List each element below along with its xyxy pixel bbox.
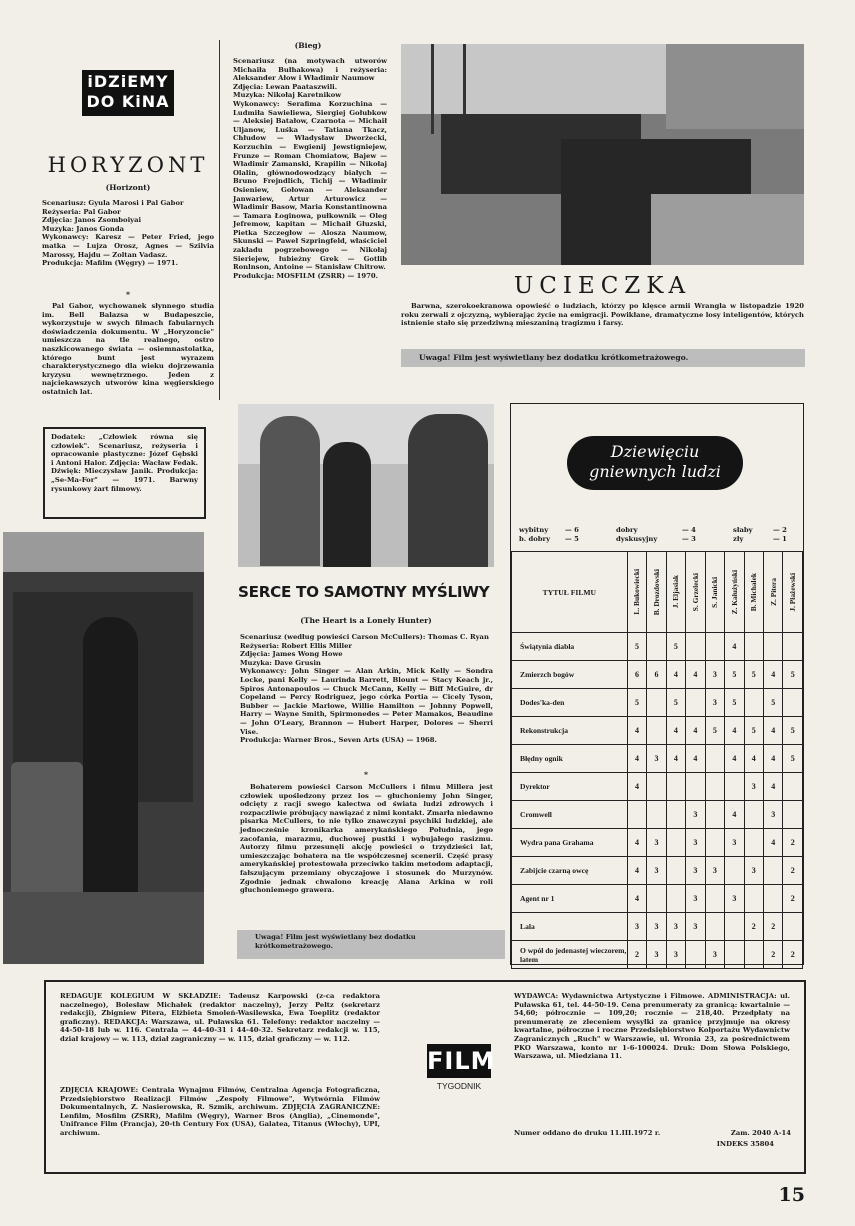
bieg-original-title: (Bieg) <box>294 41 322 50</box>
score-cell <box>764 857 783 885</box>
film-title-cell: Świątynia diabła <box>512 633 628 661</box>
legend-label: dobry <box>616 526 638 534</box>
ucieczka-body: Barwna, szerokoekranowa opowieść o ludziach, którzy po klęsce armii Wrangla w listopadzie 1920 roku zerwali z ojczyzną, wybierając życie na emigracji. Powikłane, dramatyczne losy inteligentów, których istnienie stało się przedziwną mieszaniną tragizmu i farsy. <box>401 302 804 328</box>
score-cell: 3 <box>686 913 705 941</box>
film-logo-mark: FILM <box>427 1044 491 1078</box>
table-row <box>512 661 803 689</box>
footer-issue-date: Numer oddano do druku 11.III.1972 r. <box>514 1129 661 1137</box>
score-cell <box>744 689 763 717</box>
score-cell: 5 <box>764 689 783 717</box>
footer-editorial: REDAGUJE KOLEGIUM W SKŁADZIE: Tadeusz Karpowski (z-ca redaktora naczelnego), Bolesław Michałek (redaktor naczelny), Jerzy Peltz (sekretarz redakcji), Zbigniew Pitera, Elżbieta Smoleń-Wasilewska, Ewa Toeplitz (redaktor graficzny). REDAKCJA: Warszawa, ul. Puławska 61. Telefony: redaktor naczelny — 44-50-18 lub w. 116. Centrala — 44-40-31 i 44-40-32. Sekretarz redakcji w. 115, dział krajowy — w. 113, dział zagraniczny — w. 115, dział graficzny — w. 112. <box>60 992 380 1043</box>
score-cell <box>627 801 646 829</box>
film-title-cell: Zabijcie czarną owcę <box>512 857 628 885</box>
score-cell: 4 <box>764 773 783 801</box>
critic-header <box>705 552 724 633</box>
score-cell: 2 <box>744 913 763 941</box>
score-cell: 4 <box>764 829 783 857</box>
score-cell: 4 <box>764 745 783 773</box>
film-title-cell: Lala <box>512 913 628 941</box>
table-row <box>512 773 803 801</box>
score-cell <box>647 689 666 717</box>
score-cell <box>744 885 763 913</box>
score-cell <box>705 885 724 913</box>
score-cell: 3 <box>705 941 724 969</box>
critic-header <box>725 552 744 633</box>
ucieczka-title: UCIECZKA <box>513 273 692 299</box>
horyzont-addon-text: Dodatek: „Człowiek równa się człowiek". Scenariusz, reżyseria i opracowanie plastyczne: Józef Gębski i Antoni Halor. Zdjęcia: Wacław Fedak. Dźwięk: Mieczysław Janik. Produkcja: „Se-Ma-For" — 1971. Barwny rysunkowy żart filmowy. <box>51 433 198 493</box>
legend-value: — 3 <box>682 535 696 543</box>
score-cell: 4 <box>627 829 646 857</box>
film-title-cell: Agent nr 1 <box>512 885 628 913</box>
legend-label: b. dobry <box>519 535 551 543</box>
ratings-panel <box>510 403 804 965</box>
score-cell <box>783 633 803 661</box>
score-cell <box>705 745 724 773</box>
film-title-cell: Rekonstrukcja <box>512 717 628 745</box>
score-cell: 3 <box>686 801 705 829</box>
section-logo <box>82 70 174 116</box>
score-cell: 5 <box>744 661 763 689</box>
score-cell: 4 <box>686 745 705 773</box>
score-cell: 5 <box>744 717 763 745</box>
legend-value: — 6 <box>565 526 579 534</box>
score-cell <box>725 857 744 885</box>
score-cell: 3 <box>647 745 666 773</box>
serce-notice <box>237 930 505 959</box>
bieg-credits: Scenariusz (na motywach utworów Michaiła Bułhakowa) i reżyseria: Aleksander Ałow i Władimir Naumow Zdjęcia: Lewan Paataszwili. Muzyka: Nikołaj Karetnikow Wykonawcy: Serafima Korzuchina — Ludmiła Sawieliewa, Siergiej Gołubkow — Aleksiej Batałow, Czarnota — Michaił Uljanow, Luśka — Tatiana Tkacz, Chłudow — Władysław Dworżecki, Korzuchin — Ewgienij Jewstigniejew, Frunze — Roman Chomiatow, Bajew — Władimir Zamanski, Krapilin — Nikołaj Olalin, głównodowodzący białych — Bruno Frejndlich, Tichij — Władimir Osieniew, Gołowan — Aleksander Janwariew, Artur Arturowicz — Władimir Basow, Maria Konstantinowna — Tamara Łoginowa, pułkownik — Oleg Jefremow, kapitan — Michaił Głuzski, Pietka Szczegłow — Alosza Naumow, Skunski — Paweł Szpringfeld, właściciel zakładu pogrzebowego — Nikołaj Sieriejew, łubieżny Grek — Gotlib Ronlnson, Antoine — Stanisław Chitrow. Produkcja: MOSFILM (ZSRR) — 1970. <box>233 57 387 280</box>
critic-name: B. Michalek <box>749 572 759 612</box>
score-cell: 4 <box>725 801 744 829</box>
legend-label: dyskusyjny <box>616 535 658 543</box>
table-row <box>512 717 803 745</box>
critic-header <box>764 552 783 633</box>
score-cell <box>744 829 763 857</box>
horyzont-addon-box <box>43 427 206 519</box>
serce-notice-text: Uwaga! Film jest wyświetlany bez dodatku krótkometrażowego. <box>255 933 416 950</box>
horyzont-title: HORYZONT <box>47 153 209 177</box>
critic-header <box>647 552 666 633</box>
table-row <box>512 885 803 913</box>
score-cell <box>744 801 763 829</box>
score-cell <box>647 885 666 913</box>
score-cell: 3 <box>666 913 685 941</box>
legend-label: słaby <box>733 526 753 534</box>
serce-credits: Scenariusz (według powieści Carson McCullers): Thomas C. Ryan Reżyseria: Robert Ellis Miller Zdjęcia: James Wong Howe Muzyka: Dave Grusin Wykonawcy: John Singer — Alan Arkin, Mick Kelly — Sondra Locke, pani Kelly — Laurinda Barrett, Blount — Stacy Keach jr., Spiros Antonapoulos — Chuck McCann, Kelly — Biff McGuire, dr Copeland — Percy Rodriguez, jego córka Portia — Cicely Tyson, Bubber — Jackie Marlowe, Willie Hamilton — Johnny Popwell, Harry — Wayne Smith, Spirmonedes — Peter Mamakos, Beaudine — John O'Leary, Brannon — Hubert Harper, Dolores — Sherri Vise. Produkcja: Warner Bros., Seven Arts (USA) — 1968. <box>240 633 493 745</box>
footer-photo-credits: ZDJĘCIA KRAJOWE: Centrala Wynajmu Filmów, Centralna Agencja Fotograficzna, Przedsiębiorstwo Realizacji Filmów „Zespoły Filmowe", Wytwórnia Filmów Dokumentalnych, Z. Nasierowska, R. Szmik, archiwum. ZDJĘCIA ZAGRANICZNE: Lenfilm, Mosfilm (ZSRR), Mafilm (Węgry), Warner Bros (Anglia), „Cinemonde", Unifrance Film (Francja), 20-th Century Fox (USA), Galatea, Titanus (Włochy), UPI, archiwum. <box>60 1086 380 1137</box>
legend-label: wybitny <box>519 526 549 534</box>
score-cell: 4 <box>666 661 685 689</box>
score-cell <box>783 801 803 829</box>
score-cell: 2 <box>783 857 803 885</box>
score-cell: 5 <box>666 689 685 717</box>
film-title-cell: O wpół do jedenastej wieczorem, latem <box>512 941 628 969</box>
horyzont-star: * <box>126 290 130 299</box>
score-cell <box>764 885 783 913</box>
serce-title: SERCE TO SAMOTNY MYŚLIWY <box>238 583 490 601</box>
score-cell: 3 <box>647 829 666 857</box>
score-cell <box>783 689 803 717</box>
logo-line-1: iDZiEMY <box>87 72 169 91</box>
score-cell: 4 <box>627 717 646 745</box>
column-rule <box>219 40 220 400</box>
score-cell: 4 <box>686 661 705 689</box>
score-cell: 4 <box>744 745 763 773</box>
score-cell: 2 <box>764 913 783 941</box>
score-cell: 4 <box>666 717 685 745</box>
critic-name: S. Grzelecki <box>690 572 700 612</box>
score-cell: 5 <box>627 633 646 661</box>
table-row <box>512 745 803 773</box>
horyzont-body: Pal Gabor, wychowanek słynnego studia im. Bell Balazsa w Budapeszcie, wykorzystuje w swych filmach fabularnych doświadczenia dokumentu. W „Horyzoncie" umieszcza na tle realnego, ostro naszkicowanego świata — osiemnastolatka, którego bunt jest wyrazem charakterystycznego dla wieku dojrzewania kryzysu wewnętrznego. Jeden z najciekawszych utworów kina węgierskiego ostatnich lat. <box>42 302 214 396</box>
score-cell <box>647 717 666 745</box>
ratings-title-badge <box>567 436 743 490</box>
score-cell: 4 <box>725 745 744 773</box>
score-cell <box>647 801 666 829</box>
score-cell: 4 <box>627 773 646 801</box>
title-column-header: TYTUŁ FILMU <box>512 552 628 633</box>
serce-original-title: (The Heart is a Lonely Hunter) <box>300 616 432 625</box>
table-row <box>512 829 803 857</box>
ucieczka-photo <box>401 44 804 265</box>
score-cell: 4 <box>627 857 646 885</box>
critic-name: Z. Pitera <box>768 578 778 606</box>
ratings-table <box>511 551 803 969</box>
score-cell: 2 <box>783 885 803 913</box>
score-cell: 3 <box>647 913 666 941</box>
score-cell <box>744 941 763 969</box>
score-cell: 5 <box>627 689 646 717</box>
score-cell <box>783 773 803 801</box>
score-cell <box>744 633 763 661</box>
score-cell: 3 <box>764 801 783 829</box>
page-number: 15 <box>778 1184 805 1206</box>
legend-value: — 2 <box>773 526 787 534</box>
score-cell <box>666 857 685 885</box>
score-cell: 5 <box>705 717 724 745</box>
horyzont-original-title: (Horizont) <box>105 183 151 192</box>
critic-name: J. Płażewski <box>788 572 798 612</box>
score-cell: 3 <box>705 689 724 717</box>
serce-star: * <box>364 770 368 779</box>
score-cell <box>666 829 685 857</box>
ucieczka-notice-text: Uwaga! Film jest wyświetlany bez dodatku krótkometrażowego. <box>419 353 689 362</box>
ratings-header-row <box>512 552 803 633</box>
film-logo <box>427 1044 496 1091</box>
score-cell <box>725 913 744 941</box>
legend-value: — 4 <box>682 526 696 534</box>
score-cell: 4 <box>686 717 705 745</box>
score-cell <box>686 633 705 661</box>
score-cell <box>666 885 685 913</box>
score-cell: 2 <box>783 941 803 969</box>
score-cell: 3 <box>686 829 705 857</box>
score-cell: 6 <box>627 661 646 689</box>
score-cell: 3 <box>744 773 763 801</box>
footer-box <box>44 980 806 1174</box>
score-cell <box>705 913 724 941</box>
score-cell: 5 <box>783 745 803 773</box>
critic-name: J. Eljasiak <box>671 575 681 609</box>
table-row <box>512 633 803 661</box>
score-cell <box>647 773 666 801</box>
film-title-cell: Dyrektor <box>512 773 628 801</box>
score-cell: 5 <box>666 633 685 661</box>
critic-header <box>686 552 705 633</box>
film-logo-sub: TYGODNIK <box>436 1081 482 1091</box>
critic-name: S. Janicki <box>710 576 720 608</box>
critic-name: B. Drozdowski <box>651 568 661 616</box>
score-cell <box>705 773 724 801</box>
score-cell <box>666 773 685 801</box>
film-title-cell: Zmierzch bogów <box>512 661 628 689</box>
score-cell <box>705 633 724 661</box>
score-cell: 4 <box>725 717 744 745</box>
horyzont-photo <box>3 532 204 964</box>
score-cell <box>764 633 783 661</box>
score-cell: 4 <box>627 885 646 913</box>
critic-header <box>744 552 763 633</box>
ratings-title-line-1: Dziewięciu <box>610 442 700 461</box>
score-cell: 3 <box>627 913 646 941</box>
legend-value: — 5 <box>565 535 579 543</box>
score-cell: 3 <box>705 661 724 689</box>
score-cell <box>783 913 803 941</box>
score-cell <box>686 941 705 969</box>
critic-header <box>666 552 685 633</box>
score-cell: 3 <box>705 857 724 885</box>
table-row <box>512 689 803 717</box>
logo-line-2: DO KiNA <box>86 92 170 111</box>
horyzont-credits: Scenariusz: Gyula Marosi i Pal Gabor Reżyseria: Pal Gabor Zdjęcia: Janos Zsomboiyai Muzyka: Janos Gonda Wykonawcy: Karesz — Peter Fried, jego matka — Lujza Orosz, Agnes — Szilvia Marossy, Hajdu — Zoltan Vadasz. Produkcja: Mafilm (Węgry) — 1971. <box>42 199 214 268</box>
score-cell <box>686 773 705 801</box>
score-cell <box>725 773 744 801</box>
footer-index: INDEKS 35804 <box>716 1140 774 1148</box>
serce-body: Bohaterem powieści Carson McCullers i filmu Millera jest człowiek upośledzony przez los — głuchoniemy John Singer, odcięty z racji swego kalectwa od świata ludzi zdrowych i rozpaczliwie próbujący nawiązać z nimi kontakt. Zmarła niedawno pisarka McCullers, to nie tylko znawczyni psychiki ludzkiej, ale jednocześnie kronikarka amerykańskiego Południa, jego zacofania, marazmu, duchowej pustki i wybujałego rasizmu. Autorzy filmu przesunęli akcję powieści o trzydzieści lat, umieszczając bohatera na tle współczesnej scenerii. Część prasy amerykańskiej protestowała przeciwko takim metodom adaptacji, fałszującym przemiany obyczajowe i stosunek do Murzynów. Zgodnie jednak chwalono kreację Alana Arkina w roli głuchoniemego grawera. <box>240 783 493 895</box>
legend-label: zły <box>733 535 744 543</box>
score-cell: 5 <box>725 689 744 717</box>
score-cell: 3 <box>647 941 666 969</box>
score-cell: 4 <box>764 661 783 689</box>
score-cell <box>686 689 705 717</box>
table-row <box>512 941 803 969</box>
score-cell: 4 <box>764 717 783 745</box>
score-cell <box>666 801 685 829</box>
film-title-cell: Cromwell <box>512 801 628 829</box>
score-cell: 3 <box>647 857 666 885</box>
score-cell: 4 <box>666 745 685 773</box>
score-cell <box>705 801 724 829</box>
table-row <box>512 857 803 885</box>
legend-value: — 1 <box>773 535 787 543</box>
score-cell: 3 <box>666 941 685 969</box>
score-cell: 3 <box>686 857 705 885</box>
critic-header <box>627 552 646 633</box>
score-cell: 5 <box>783 661 803 689</box>
score-cell: 5 <box>725 661 744 689</box>
film-title-cell: Dodes'ka-den <box>512 689 628 717</box>
film-title-cell: Wydra pana Grahama <box>512 829 628 857</box>
footer-publisher: WYDAWCA: Wydawnictwa Artystyczne i Filmowe. ADMINISTRACJA: ul. Puławska 61, tel. 44-50-19. Cena prenumeraty za granicą: kwartalnie — 54,60; półrocznie — 109,20; rocznie — 218,40. Przedpłaty na prenumeratę ze zleceniem wysyłki za granicę przyjmuje na okresy kwartalne, półroczne i roczne Przedsiębiorstwo Kolportażu Wydawnictw Zagranicznych „Ruch" w Warszawie, ul. Wronia 23, za pośrednictwem PKO Warszawa, konto nr 1-6-100024. Druk: Dom Słowa Polskiego, Warszawa, ul. Miedziana 11. <box>514 992 790 1061</box>
score-cell: 3 <box>744 857 763 885</box>
score-cell <box>705 829 724 857</box>
score-cell: 5 <box>783 717 803 745</box>
score-cell: 2 <box>764 941 783 969</box>
critic-name: L. Bukowiecki <box>632 569 642 615</box>
score-cell: 3 <box>725 885 744 913</box>
score-cell: 6 <box>647 661 666 689</box>
table-row <box>512 801 803 829</box>
critic-header <box>783 552 803 633</box>
score-cell: 3 <box>725 829 744 857</box>
critic-name: Z. Kałużyński <box>729 569 739 615</box>
score-cell: 3 <box>686 885 705 913</box>
score-cell <box>725 941 744 969</box>
score-cell <box>647 633 666 661</box>
ratings-title-line-2: gniewnych ludzi <box>589 462 721 481</box>
footer-order: Zam. 2040 A-14 <box>730 1129 791 1137</box>
score-cell: 2 <box>783 829 803 857</box>
serce-photo <box>238 404 494 567</box>
table-row <box>512 913 803 941</box>
score-cell: 2 <box>627 941 646 969</box>
ucieczka-notice <box>401 349 805 367</box>
score-cell: 4 <box>725 633 744 661</box>
score-cell: 4 <box>627 745 646 773</box>
film-title-cell: Błędny ognik <box>512 745 628 773</box>
